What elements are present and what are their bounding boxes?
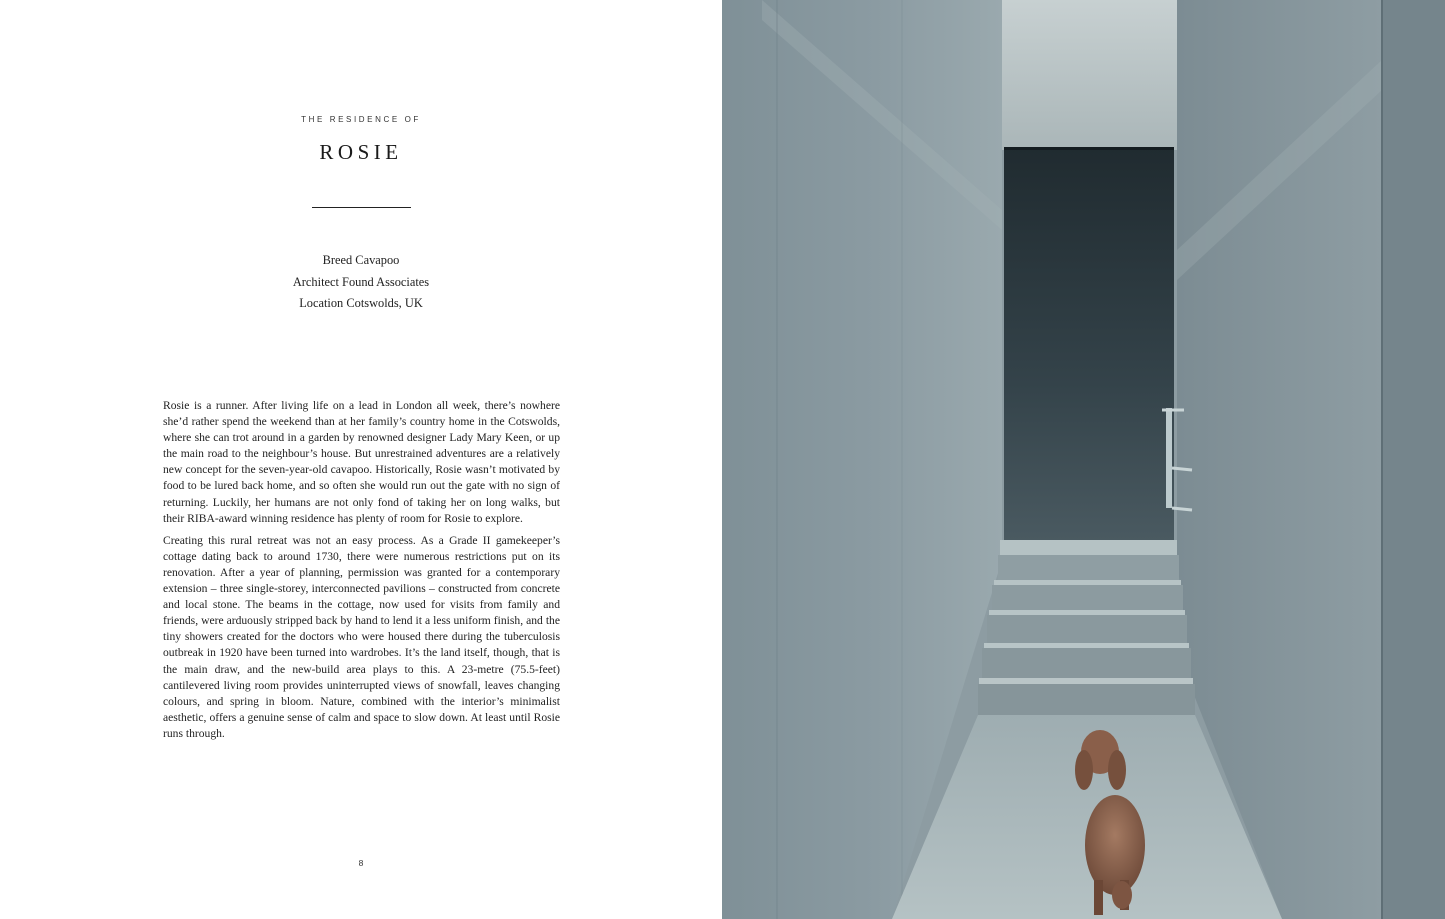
left-page [0,0,722,919]
fact-breed: Breed Cavapoo [322,253,400,267]
body-text [163,398,560,748]
paragraph: Creating this rural retreat was not an easy process. As a Grade II gamekeeper’s cottage dating back to around 1730, there were numerous restrictions put on its renovation. After a year of planning, permission was granted for a contemporary extension – three single-storey, interconnected pavilions – constructed from concrete and local stone. The beams in the cottage, now used for visits from family and friends, were arduously stripped back by hand to lend it a less uniform finish, and the tiny showers created for the doctors who were housed there during the tuberculosis outbreak in 1920 have been turned into wardrobes. It’s the land itself, though, that is the main draw, and the new-build area plays to this. A 23-metre (75.5-feet) cantilevered living room provides uninterrupted views of snowfall, leaves changing colours, and spring in bloom. Nature, combined with the interior’s minimalist aesthetic, offers a genuine sense of calm and space to slow down. At least until Rosie runs through. [163,533,560,740]
fact-architect: Architect Found Associates [292,274,430,289]
page-number: 8 [358,858,364,868]
paragraph: Rosie is a runner. After living life on a lead in London all week, there’s nowhere she’d rather spend the weekend than at her family’s country home in the Cotswolds, where she can trot around in a garden by renowned designer Lady Mary Keen, or up the main road to the neighbour’s house. But unrestrained adventures are a relatively new concept for the seven-year-old cavapoo. Historically, Rosie wasn’t motivated by food to be lured back home, and so often she would run out the gate with no sign of returning. Luckily, her humans are not only fond of taking her on long walks, but their RIBA-award winning residence has plenty of room for Rosie to explore. [163,399,560,525]
title-divider [312,207,411,208]
facts-block [160,250,562,315]
photo-illustration [722,0,1445,919]
kicker: THE RESIDENCE OF [301,115,421,124]
page-title: ROSIE [319,140,403,164]
photo-dog-in-concrete-corridor [722,0,1445,919]
fact-location: Location Cotswolds, UK [299,296,423,310]
